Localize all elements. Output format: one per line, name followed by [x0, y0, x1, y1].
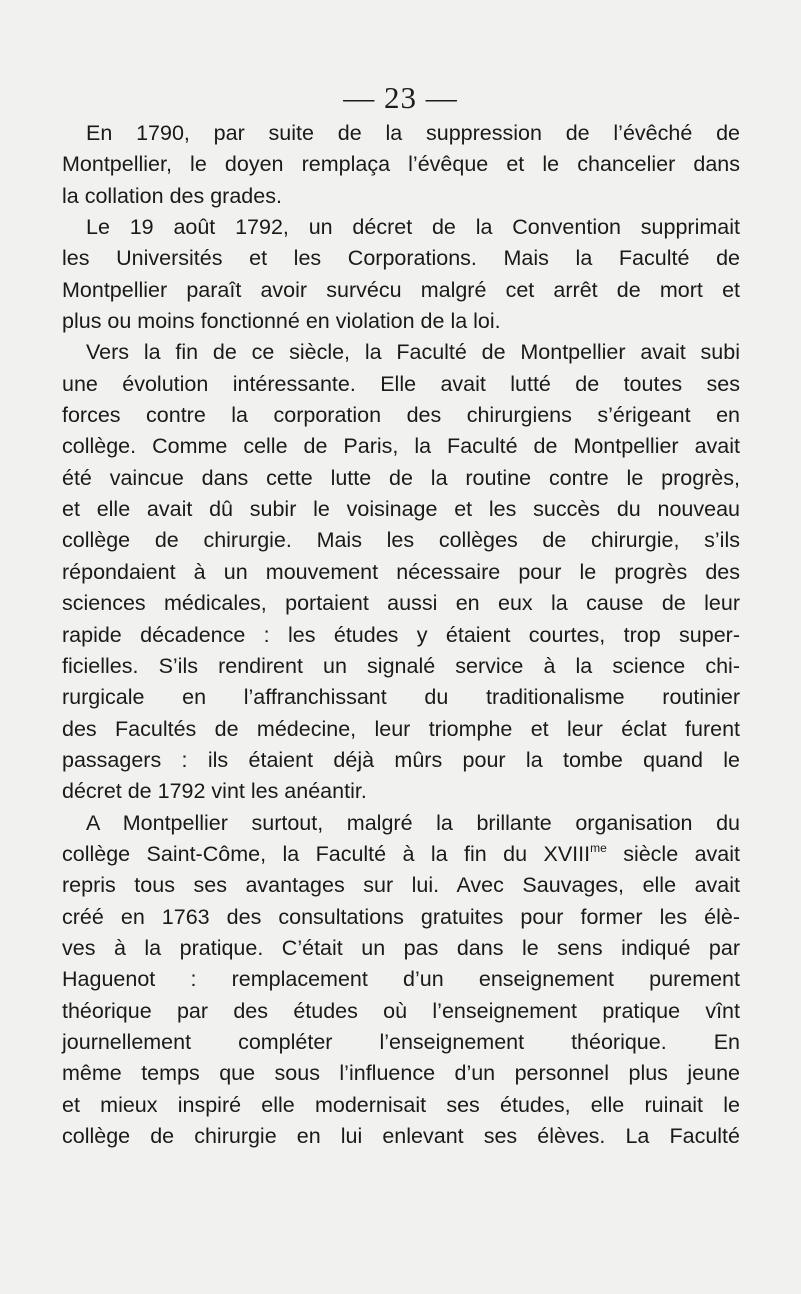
text-line: A Montpellier surtout, malgré la brillante organisation du [86, 810, 740, 835]
text-line: Le 19 août 1792, un décret de la Convention supprimait [86, 215, 740, 240]
text-line: la collation des grades. [62, 183, 282, 208]
text-line: des Facultés de médecine, leur triomphe et leur éclat furent [62, 716, 740, 741]
text-line: passagers : ils étaient déjà mûrs pour la tombe quand le [62, 747, 740, 772]
text-line: collège de chirurgie en lui enlevant ses élèves. La Faculté [62, 1124, 740, 1148]
text-line: les Universités et les Corporations. Mais la Faculté de [62, 246, 740, 271]
text-segment: collège Saint-Côme, la Faculté à la fin du XVIII [62, 841, 591, 866]
text-line: forces contre la corporation des chirurgiens s’érigeant en [62, 403, 740, 428]
text-line: rapide décadence : les études y étaient courtes, trop super- [62, 622, 740, 647]
text-line: plus ou moins fonctionné en violation de la loi. [62, 309, 501, 334]
text-line: repris tous ses avantages sur lui. Avec Sauvages, elle avait [62, 873, 740, 898]
text-line: collège. Comme celle de Paris, la Faculté de Montpellier avait [62, 434, 740, 459]
text-line: Montpellier, le doyen remplaça l’évêque et le chancelier dans [62, 152, 740, 177]
text-line: Haguenot : remplacement d’un enseignement purement [62, 967, 740, 992]
text-segment: siècle avait [606, 841, 740, 866]
text-line: été vaincue dans cette lutte de la routine contre le progrès, [62, 465, 740, 490]
text-line: rurgicale en l’affranchissant du traditionalisme routinier [62, 685, 740, 710]
text-line: une évolution intéressante. Elle avait lutté de toutes ses [62, 371, 740, 396]
text-line: collège de chirurgie. Mais les collèges de chirurgie, s’ils [62, 528, 740, 553]
text-line: et elle avait dû subir le voisinage et les succès du nouveau [62, 497, 740, 522]
text-line [62, 839, 740, 870]
text-line: même temps que sous l’influence d’un personnel plus jeune [62, 1061, 740, 1086]
text-line: et mieux inspiré elle modernisait ses études, elle ruinait le [62, 1092, 740, 1117]
text-line: décret de 1792 vint les anéantir. [62, 779, 367, 804]
text-line: Montpellier paraît avoir survécu malgré cet arrêt de mort et [62, 277, 740, 302]
body-text [62, 118, 740, 1152]
text-line: journellement compléter l’enseignement théorique. En [62, 1029, 740, 1054]
text-line: ficielles. S’ils rendirent un signalé service à la science chi- [62, 653, 740, 678]
text-line: théorique par des études où l’enseignement pratique vînt [62, 998, 740, 1023]
text-line: En 1790, par suite de la suppression de l’évêché de [86, 121, 740, 145]
text-line: répondaient à un mouvement nécessaire pour le progrès des [62, 559, 740, 584]
text-line: sciences médicales, portaient aussi en eux la cause de leur [62, 591, 740, 616]
page-number: — 23 — [343, 80, 458, 115]
text-line: Vers la fin de ce siècle, la Faculté de Montpellier avait subi [86, 340, 740, 365]
text-line: ves à la pratique. C’était un pas dans le sens indiqué par [62, 935, 740, 960]
superscript: me [590, 840, 607, 855]
text-line: créé en 1763 des consultations gratuites pour former les élè- [62, 904, 740, 929]
